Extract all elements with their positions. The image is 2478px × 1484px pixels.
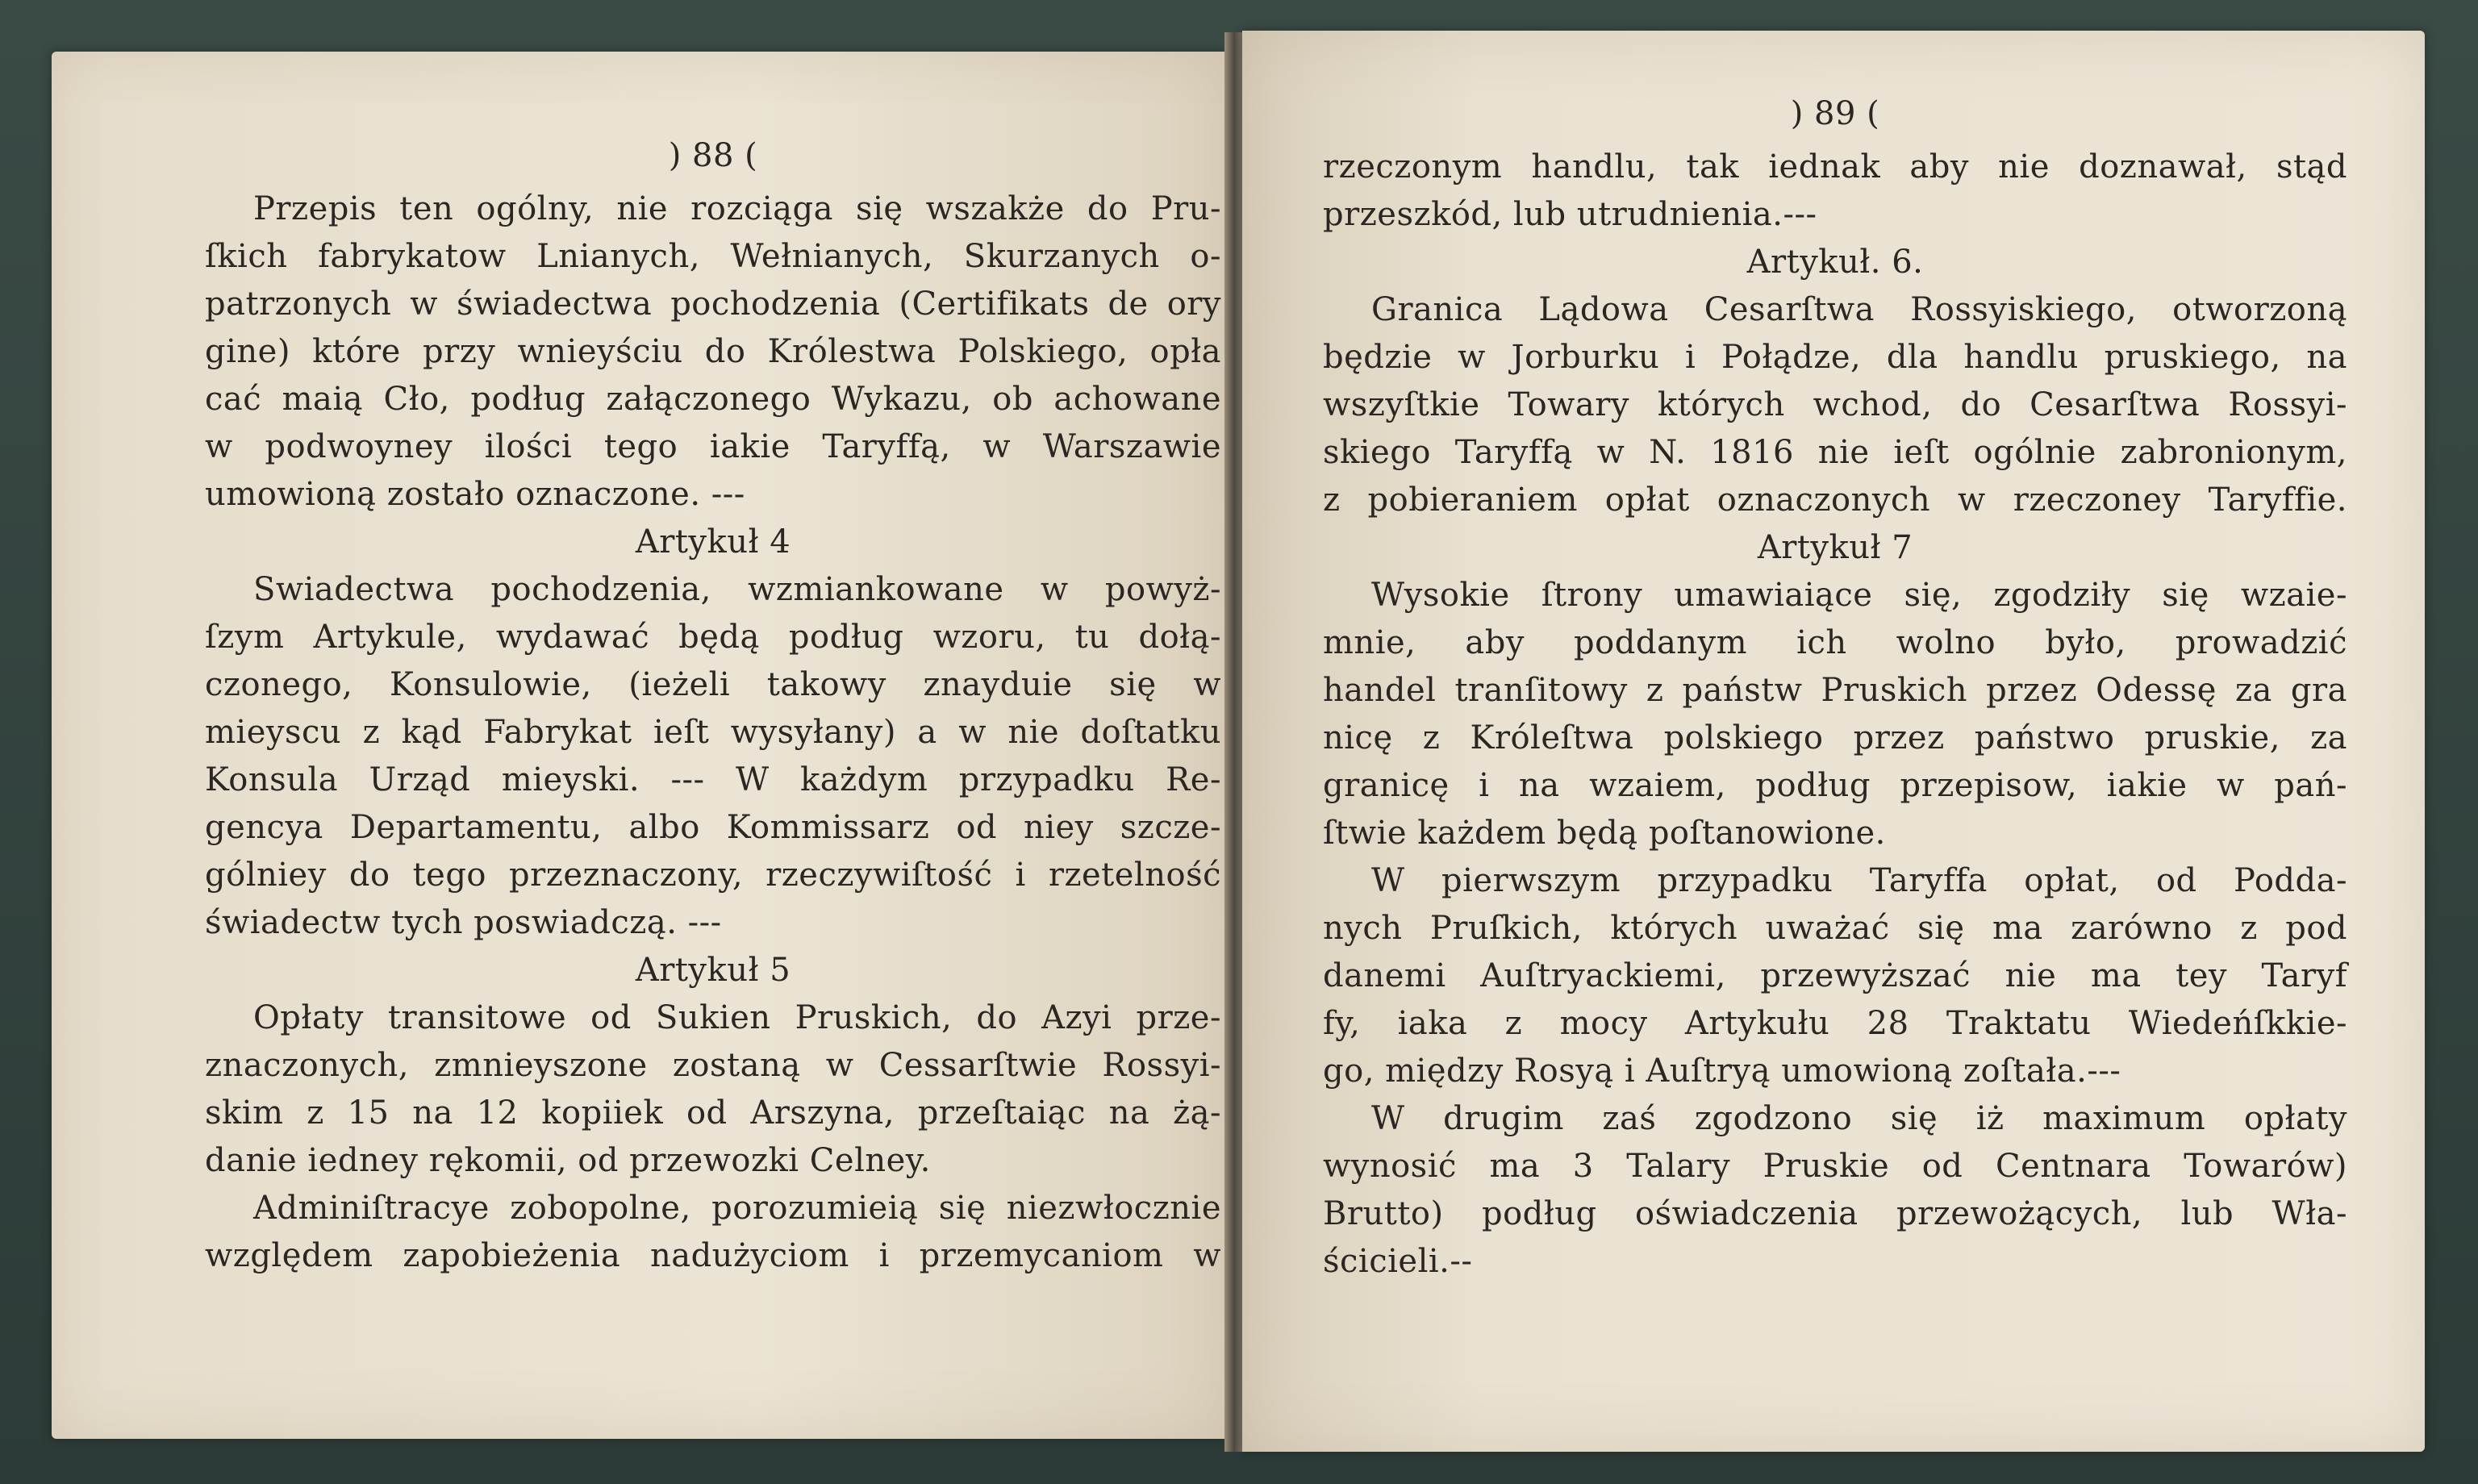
left-page-text	[205, 132, 1221, 1280]
text-line: Przepis ten ogólny, nie rozciąga się wszakże do Pru-	[253, 190, 1221, 227]
text-line: z pobieraniem opłat oznaczonych w rzeczoney Taryffie.	[1323, 481, 2347, 519]
text-line: patrzonych w świadectwa pochodzenia (Certifikats de ory	[205, 286, 1221, 323]
article-heading: Artykuł. 6.	[1746, 244, 1924, 281]
text-line: znaczonych, zmnieyszone zostaną w Cessarſtwie Rossyi-	[205, 1047, 1221, 1084]
text-line: danemi Auſtryackiemi, przewyższać nie ma tey Taryf	[1323, 957, 2347, 994]
text-line: rzeczonym handlu, tak iednak aby nie doznawał, stąd	[1323, 148, 2347, 186]
text-line: Granica Lądowa Cesarſtwa Rossyiskiego, otworzoną	[1371, 291, 2347, 328]
book-gutter	[1224, 32, 1244, 1452]
page-number-right: ) 89 (	[1790, 95, 1880, 132]
text-line: ſkich fabrykatow Lnianych, Wełnianych, Skurzanych o-	[205, 238, 1221, 275]
text-line: cać maią Cło, podług załączonego Wykazu, ob achowane	[205, 381, 1221, 418]
page-number-left: ) 88 (	[668, 137, 758, 174]
article-heading: Artykuł 5	[635, 952, 791, 989]
text-line: czonego, Konsulowie, (ieżeli takowy znayduie się w	[205, 666, 1221, 703]
text-line: handel tranſitowy z państw Pruskich przez Odessę za gra	[1323, 672, 2347, 709]
article-heading: Artykuł 7	[1757, 529, 1913, 566]
text-line: mnie, aby poddanym ich wolno było, prowadzić	[1323, 624, 2347, 661]
text-line: nicę z Króleſtwa polskiego przez państwo pruskie, za	[1323, 719, 2347, 757]
text-line: gine) które przy wnieyściu do Królestwa Polskiego, opła	[205, 333, 1221, 370]
text-line: skiego Taryffą w N. 1816 nie ieſt ogólnie zabronionym,	[1323, 434, 2347, 471]
text-line: umowioną zostało oznaczone. ---	[205, 476, 745, 513]
text-line: gencya Departamentu, albo Kommissarz od niey szcze-	[205, 809, 1221, 846]
text-line: ſzym Artykule, wydawać będą podług wzoru, tu dołą-	[205, 619, 1221, 656]
text-line: W drugim zaś zgodzono się iż maximum opłaty	[1371, 1100, 2347, 1137]
text-line: Brutto) podług oświadczenia przewożących, lub Wła-	[1323, 1195, 2347, 1232]
text-line: granicę i na wzaiem, podług przepisow, iakie w pań-	[1323, 767, 2347, 804]
text-line: gólniey do tego przeznaczony, rzeczywiſtość i rzetelność	[205, 857, 1221, 894]
text-line: świadectw tych poswiadczą. ---	[205, 904, 722, 941]
text-line: przeszkód, lub utrudnienia.---	[1323, 196, 1817, 233]
text-line: go, między Rosyą i Auſtryą umowioną zoſtała.---	[1323, 1053, 2121, 1090]
text-line: wszyſtkie Towary których wchod, do Cesarſtwa Rossyi-	[1323, 386, 2347, 423]
right-page-text	[1323, 90, 2347, 1286]
text-line: fy, iaka z mocy Artykułu 28 Traktatu Wiedeńſkkie-	[1323, 1005, 2347, 1042]
text-line: względem zapobieżenia nadużyciom i przemycaniom w	[205, 1237, 1221, 1274]
left-page	[52, 52, 1226, 1439]
text-line: Swiadectwa pochodzenia, wzmiankowane w powyż-	[253, 571, 1221, 608]
text-line: Opłaty transitowe od Sukien Pruskich, do Azyi prze-	[253, 999, 1221, 1036]
text-line: ſtwie każdem będą poſtanowione.	[1323, 815, 1886, 852]
text-line: w podwoyney ilości tego iakie Taryffą, w Warszawie	[205, 428, 1221, 465]
text-line: skim z 15 na 12 kopiiek od Arszyna, przeſtaiąc na żą-	[205, 1094, 1221, 1132]
text-line: ścicieli.--	[1323, 1243, 1473, 1280]
text-line: będzie w Jorburku i Połądze, dla handlu pruskiego, na	[1323, 339, 2347, 376]
text-line: Wysokie ſtrony umawiaiące się, zgodziły się wzaie-	[1371, 577, 2347, 614]
text-line: W pierwszym przypadku Taryffa opłat, od Podda-	[1371, 862, 2347, 899]
right-page	[1242, 31, 2425, 1452]
text-line: danie iedney rękomii, od przewozki Celney.	[205, 1142, 931, 1179]
article-heading: Artykuł 4	[635, 523, 791, 561]
text-line: Adminiſtracye zobopolne, porozumieią się niezwłocznie	[253, 1190, 1221, 1227]
text-line: wynosić ma 3 Talary Pruskie od Centnara Towarów)	[1323, 1148, 2347, 1185]
text-line: nych Pruſkich, których uważać się ma zarówno z pod	[1323, 910, 2347, 947]
text-line: Konsula Urząd mieyski. --- W każdym przypadku Re-	[205, 761, 1221, 798]
text-line: mieyscu z kąd Fabrykat ieſt wysyłany) a w nie doſtatku	[205, 714, 1221, 751]
